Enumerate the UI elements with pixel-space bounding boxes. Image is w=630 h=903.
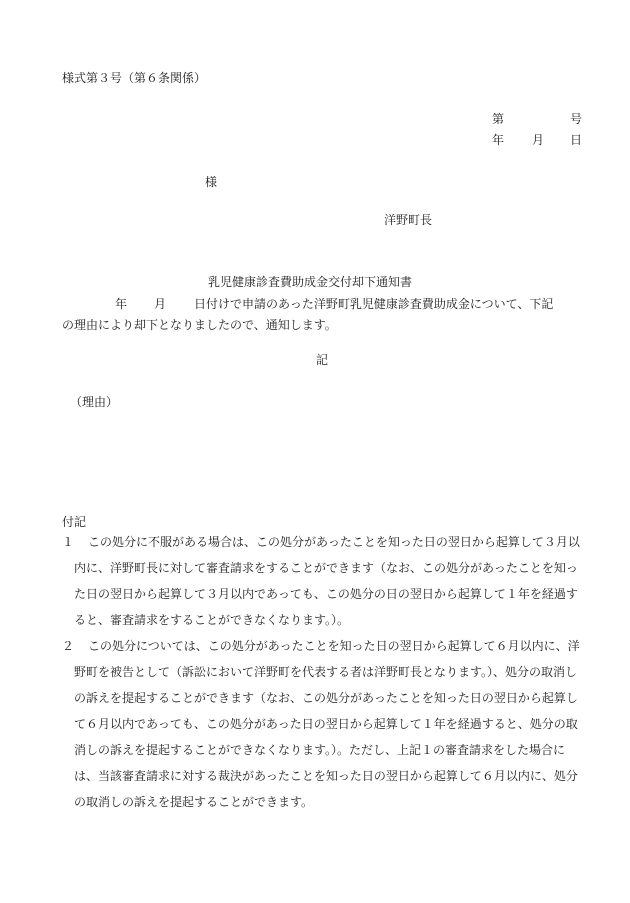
appendix-note-text: この処分に不服がある場合は、この処分があったことを知った日の翌日から起算して３月以内に、洋野町長に対して審査請求をすることができます（なお、この処分があったことを知った日の翌日から起算して３月以内であっても、この処分の日の翌日から起算して１年を経過すると、審査請求をすることができなくなります。）。 xyxy=(74,535,580,627)
body-month-label: 月 xyxy=(154,297,167,311)
appendix-title: 付記 xyxy=(62,515,87,529)
body-line-1-text: 日付けで申請のあった洋野町乳児健康診査費助成金について、下記 xyxy=(194,297,554,311)
reason-label: （理由） xyxy=(70,395,119,409)
appendix-note-1 xyxy=(62,529,584,633)
appendix-note-number: ２ xyxy=(62,639,75,653)
addressee-honorific: 様 xyxy=(205,175,218,189)
form-label: 様式第３号（第６条関係） xyxy=(62,71,207,85)
appendix-note-text: この処分については、この処分があったことを知った日の翌日から起算して６月以内に、洋野町を被告として（訴訟において洋野町を代表する者は洋野町長となります。）、処分の取消しの訴えを提起することができます（なお、この処分があったことを知った日の翌日から起算して６月以内であっても、この処分があった日の翌日から起算して１年を経過すると、処分の取消しの訴えを提起することができなくなります。）。ただし、上記１の審査請求をした場合には、当該審査請求に対する裁決があったことを知った日の翌日から起算して６月以内に、処分の取消しの訴えを提起することができます。 xyxy=(74,639,580,809)
sender-name: 洋野町長 xyxy=(384,213,433,227)
appendix-note-number: １ xyxy=(62,535,75,549)
document-title: 乳児健康診査費助成金交付却下通知書 xyxy=(208,275,413,289)
appendix-note-2 xyxy=(62,633,584,815)
date-year-label: 年 xyxy=(492,133,505,147)
ki-heading: 記 xyxy=(316,353,329,367)
document-number-label: 第 xyxy=(492,112,505,126)
body-year-label: 年 xyxy=(115,297,128,311)
date-month-label: 月 xyxy=(532,133,545,147)
document-number-suffix: 号 xyxy=(570,112,583,126)
body-line-2: の理由により却下となりましたので、通知します。 xyxy=(62,318,337,332)
date-day-label: 日 xyxy=(570,133,583,147)
